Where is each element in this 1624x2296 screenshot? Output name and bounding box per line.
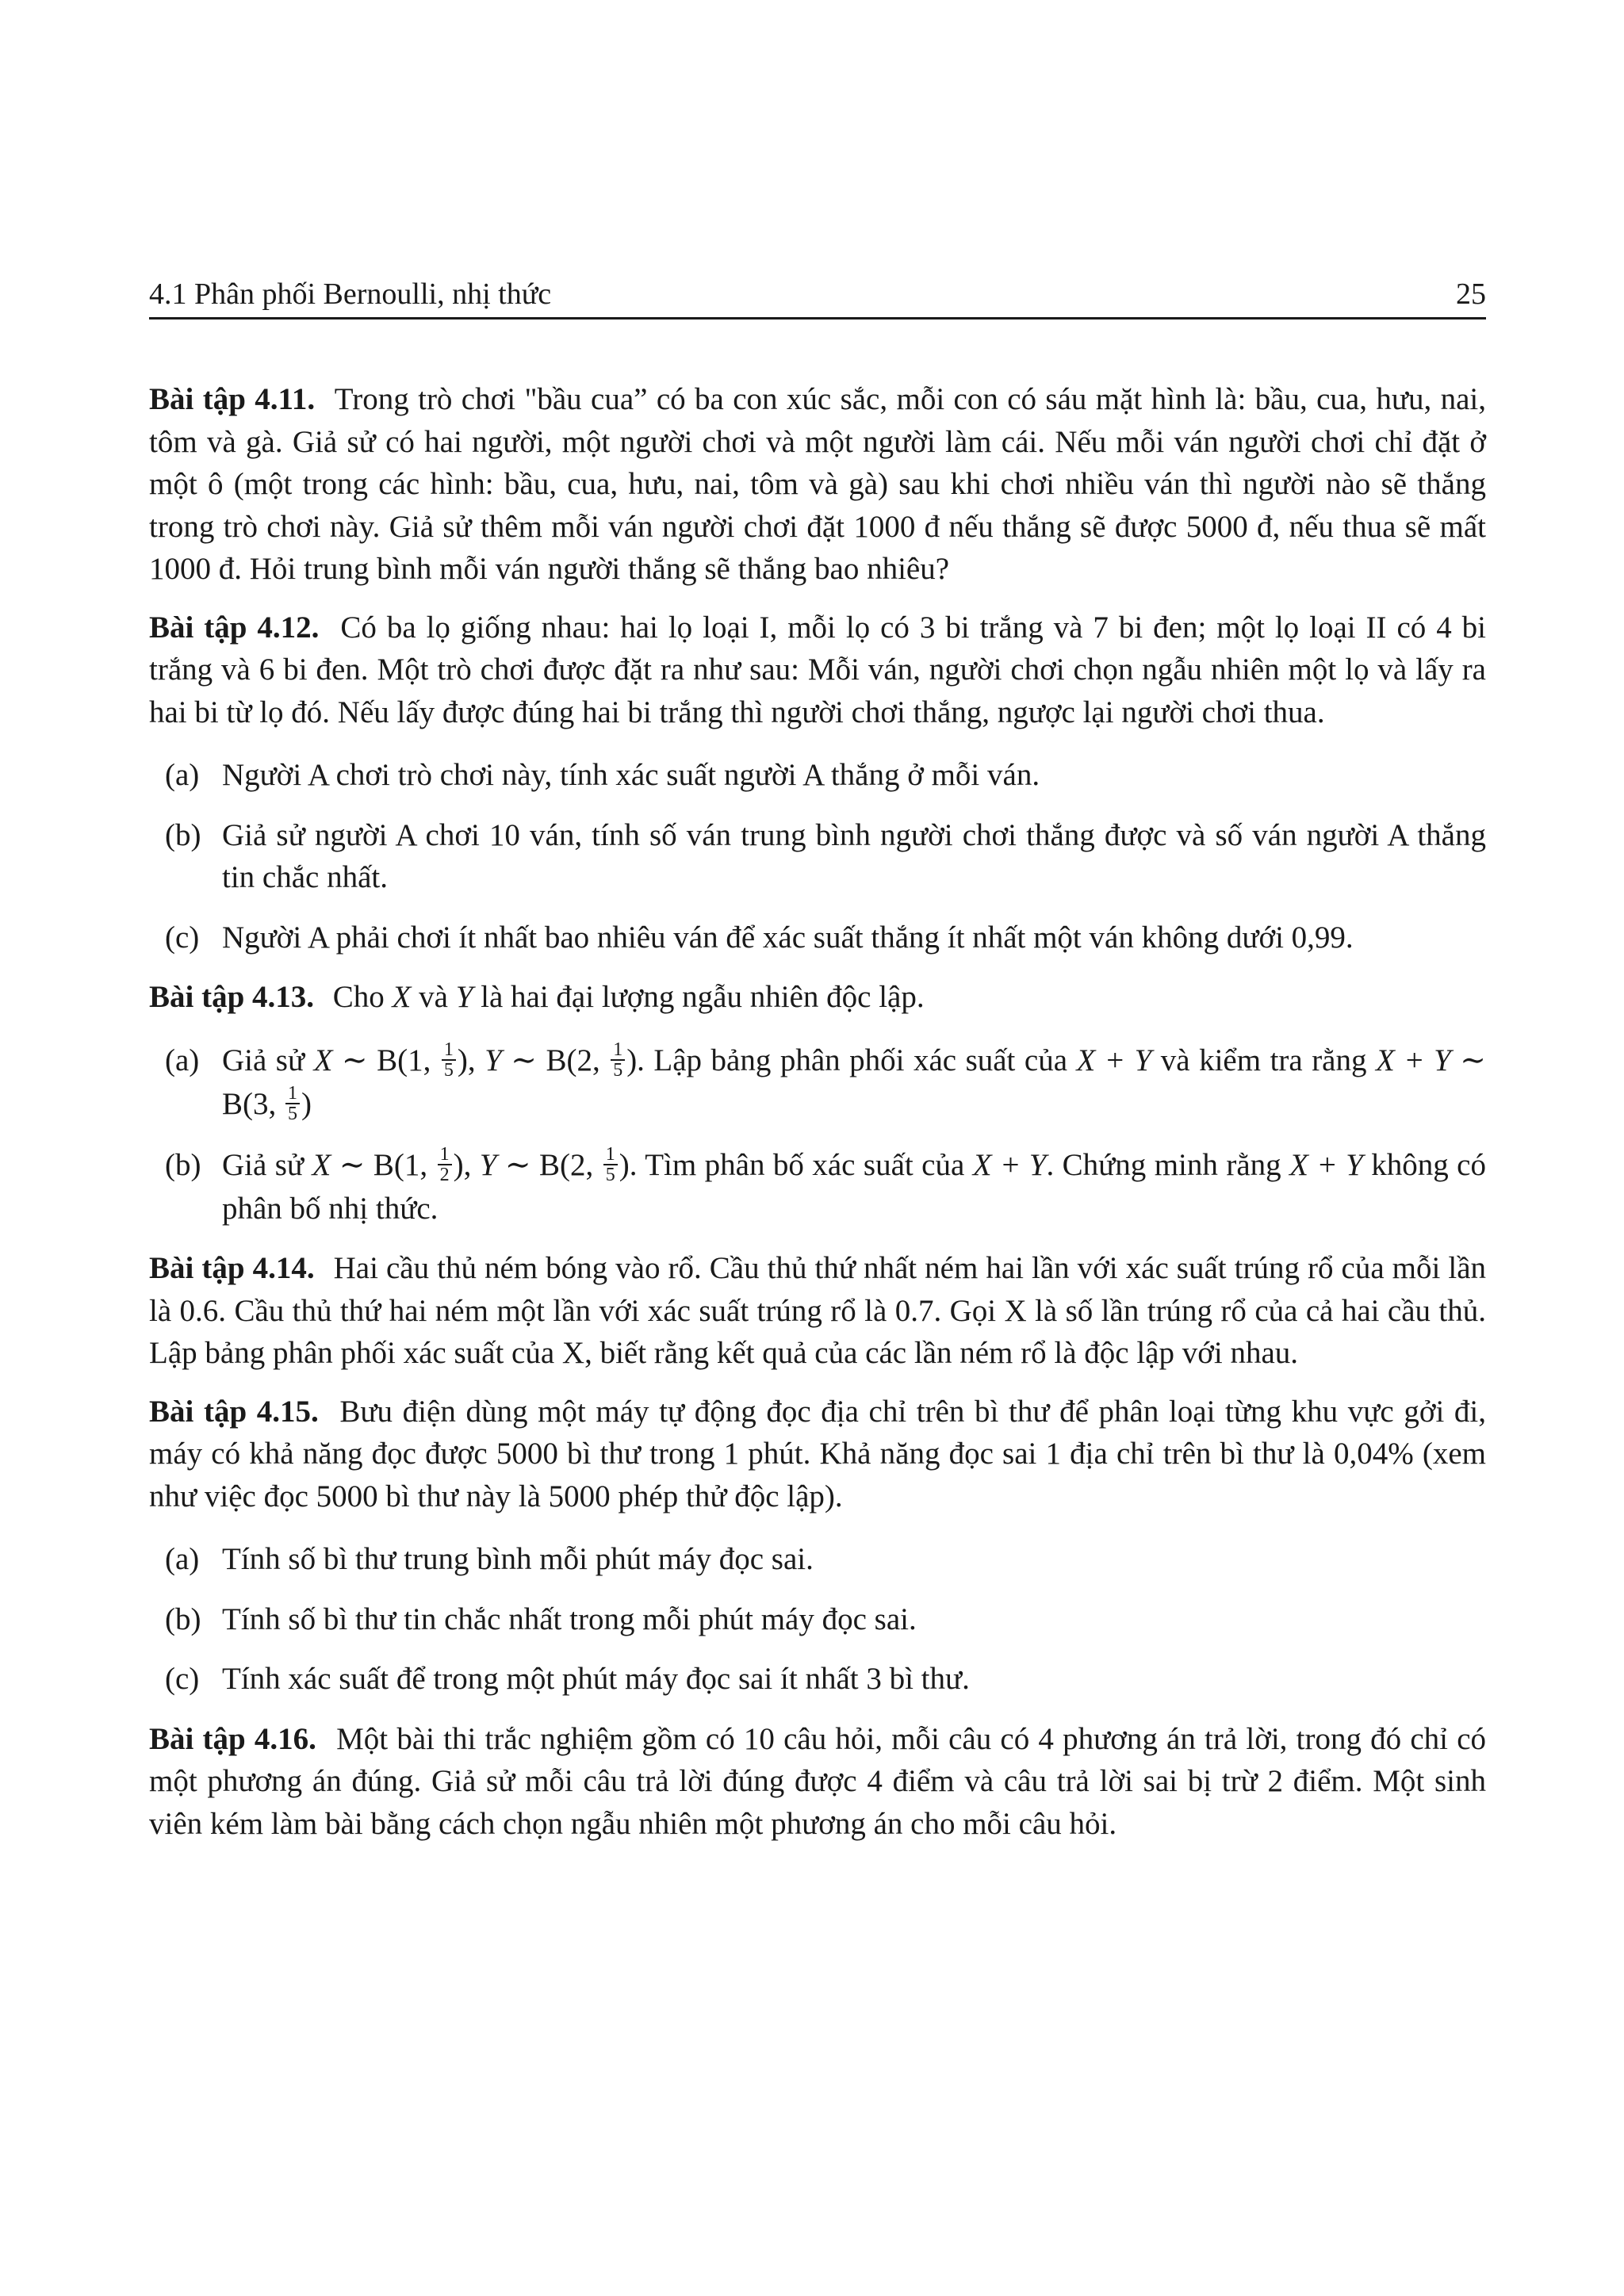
fraction-denominator: 5 — [443, 1059, 454, 1081]
exercise-label: Bài tập 4.11. — [149, 382, 316, 416]
fraction — [438, 1145, 452, 1184]
item-label: (a) — [165, 1542, 200, 1577]
list-item — [149, 1039, 1486, 1127]
item-text: ) — [301, 1086, 312, 1121]
list-item — [149, 1144, 1486, 1230]
math-var: X — [313, 1043, 333, 1077]
item-text: Người A chơi trò chơi này, tính xác suất người A thắng ở mỗi ván. — [222, 758, 1040, 792]
exercise-label: Bài tập 4.12. — [149, 610, 320, 645]
item-label: (c) — [165, 920, 200, 955]
list-item — [149, 754, 1486, 797]
item-text: ), — [453, 1147, 480, 1182]
exercise-4-13 — [149, 976, 1486, 1019]
list-item — [149, 916, 1486, 959]
item-label: (b) — [165, 1601, 201, 1636]
section-title: 4.1 Phân phối Bernoulli, nhị thức — [149, 277, 552, 311]
math-expression: X + Y — [1289, 1147, 1363, 1182]
item-text: Tính xác suất để trong một phút máy đọc sai ít nhất 3 bì thư. — [222, 1662, 970, 1697]
math-var: Y — [455, 980, 473, 1014]
exercise-label: Bài tập 4.16. — [149, 1721, 316, 1756]
list-item — [149, 1598, 1486, 1641]
fraction-numerator: 1 — [438, 1145, 452, 1165]
item-text: Giả sử — [222, 1147, 312, 1182]
item-label: (c) — [165, 1662, 200, 1697]
exercise-4-15 — [149, 1391, 1486, 1518]
list-item — [149, 1658, 1486, 1701]
fraction — [442, 1040, 456, 1080]
fraction-numerator: 1 — [611, 1040, 625, 1061]
page — [149, 276, 1486, 1861]
fraction-denominator: 2 — [439, 1164, 450, 1185]
item-text: ∼ B(2, — [501, 1043, 610, 1077]
item-text: Giả sử người A chơi 10 ván, tính số ván trung bình người chơi thắng được và số ván người A thắng tin chắc nhất. — [222, 817, 1486, 894]
math-var: X — [392, 980, 412, 1014]
exercise-text-part: là hai đại lượng ngẫu nhiên độc lập. — [473, 980, 925, 1014]
fraction — [285, 1084, 300, 1123]
exercise-label: Bài tập 4.14. — [149, 1251, 315, 1286]
math-expression: X + Y — [1076, 1043, 1152, 1077]
fraction-denominator: 5 — [613, 1059, 623, 1081]
exercise-text: Có ba lọ giống nhau: hai lọ loại I, mỗi lọ có 3 bi trắng và 7 bi đen; một lọ loại II có 4 bi trắng và 6 bi đen. Một trò chơi được đặt ra như sau: Mỗi ván, người chơi chọn ngẫu nhiên một lọ và lấy ra hai bi từ lọ đó. Nếu lấy được đúng hai bi trắng thì người chơi thắng, ngược lại người chơi thua. — [149, 610, 1487, 729]
list-item — [149, 1538, 1486, 1581]
exercise-4-12-items — [149, 754, 1486, 959]
exercise-text-part: Cho — [332, 980, 393, 1014]
fraction-numerator: 1 — [285, 1084, 300, 1104]
math-expression: X + Y — [1375, 1043, 1451, 1077]
item-text: . Chứng minh rằng — [1046, 1147, 1290, 1182]
fraction-numerator: 1 — [603, 1145, 618, 1165]
item-label: (b) — [165, 817, 201, 852]
item-text: ∼ B(1, — [332, 1043, 440, 1077]
item-text: không có phân bố nhị thức. — [222, 1147, 1486, 1226]
exercise-4-16 — [149, 1718, 1486, 1846]
fraction-denominator: 5 — [288, 1103, 297, 1124]
exercise-4-13-items — [149, 1039, 1486, 1230]
exercise-4-12 — [149, 607, 1486, 734]
item-text: ∼ B(3, — [222, 1043, 1486, 1121]
item-text: ∼ B(1, — [331, 1147, 436, 1182]
item-text: ). Tìm phân bố xác suất của — [619, 1147, 973, 1182]
exercise-text: Bưu điện dùng một máy tự động đọc địa chỉ trên bì thư để phân loại từng khu vực gởi đi, máy có khả năng đọc được 5000 bì thư trong 1 phút. Khả năng đọc sai 1 địa chỉ trên bì thư là 0,04% (xem như việc đọc 5000 bì thư này là 5000 phép thử độc lập). — [149, 1394, 1487, 1513]
math-expression: X + Y — [972, 1147, 1047, 1182]
list-item — [149, 814, 1486, 899]
item-text: ), — [457, 1043, 485, 1077]
item-label: (a) — [165, 758, 200, 792]
fraction — [603, 1145, 618, 1184]
item-text: Giả sử — [222, 1043, 314, 1077]
exercise-label: Bài tập 4.13. — [149, 980, 315, 1014]
fraction — [611, 1040, 625, 1080]
math-var: X — [312, 1147, 331, 1182]
item-text: ). Lập bảng phân phối xác suất của — [626, 1043, 1077, 1077]
item-text: Tính số bì thư trung bình mỗi phút máy đọc sai. — [222, 1542, 814, 1577]
exercise-text-part: và — [411, 980, 456, 1014]
item-text: Người A phải chơi ít nhất bao nhiêu ván để xác suất thắng ít nhất một ván không dưới 0,99. — [222, 920, 1354, 955]
item-text: Tính số bì thư tin chắc nhất trong mỗi phút máy đọc sai. — [222, 1601, 917, 1636]
exercise-4-11 — [149, 378, 1486, 591]
exercise-label: Bài tập 4.15. — [149, 1394, 319, 1429]
exercise-text: Trong trò chơi "bầu cua” có ba con xúc sắc, mỗi con có sáu mặt hình là: bầu, cua, hưu, nai, tôm và gà. Giả sử có hai người, một người chơi và một người làm cái. Nếu mỗi ván người chơi chỉ đặt ở một ô (một trong các hình: bầu, cua, hưu, nai, tôm và gà) sau khi chơi nhiều ván thì người nào sẽ thắng trong trò chơi này. Giả sử thêm mỗi ván người chơi đặt 1000 đ nếu thắng sẽ được 5000 đ, nếu thua sẽ mất 1000 đ. Hỏi trung bình mỗi ván người thắng sẽ thắng bao nhiêu? — [149, 382, 1486, 586]
exercise-text: Một bài thi trắc nghiệm gồm có 10 câu hỏi, mỗi câu có 4 phương án trả lời, trong đó chỉ có một phương án đúng. Giả sử mỗi câu trả lời đúng được 4 điểm và câu trả lời sai bị trừ 2 điểm. Một sinh viên kém làm bài bằng cách chọn ngẫu nhiên một phương án cho mỗi câu hỏi. — [149, 1721, 1486, 1841]
page-number: 25 — [1456, 277, 1486, 311]
exercise-list — [149, 378, 1486, 1845]
item-label: (b) — [165, 1147, 201, 1182]
fraction-denominator: 5 — [605, 1164, 615, 1185]
item-label: (a) — [165, 1043, 200, 1077]
running-header — [149, 276, 1486, 320]
item-text: và kiểm tra rằng — [1151, 1043, 1376, 1077]
fraction-numerator: 1 — [442, 1040, 456, 1061]
math-var: Y — [485, 1043, 502, 1077]
exercise-4-14 — [149, 1247, 1486, 1375]
exercise-4-15-items — [149, 1538, 1486, 1701]
math-var: Y — [479, 1147, 497, 1182]
exercise-text: Hai cầu thủ ném bóng vào rổ. Cầu thủ thứ nhất ném hai lần với xác suất trúng rổ của mỗi lần là 0.6. Cầu thủ thứ hai ném một lần với xác suất trúng rổ là 0.7. Gọi X là số lần trúng rổ của cả hai cầu thủ. Lập bảng phân phối xác suất của X, biết rằng kết quả của các lần ném rổ là độc lập với nhau. — [149, 1251, 1487, 1371]
item-text: ∼ B(2, — [496, 1147, 602, 1182]
